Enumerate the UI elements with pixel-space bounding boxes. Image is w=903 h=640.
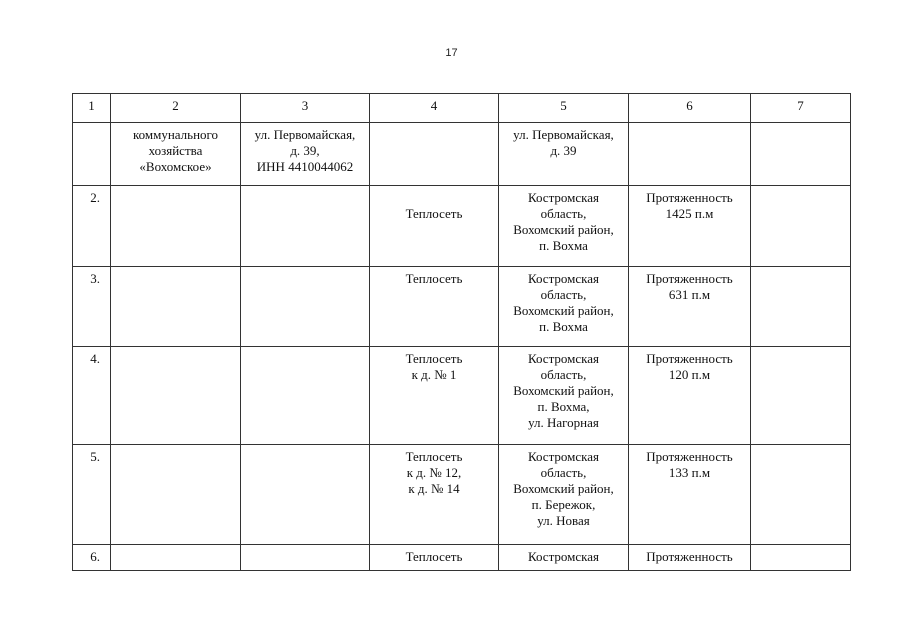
- organization-cell: [111, 123, 241, 186]
- cell-line: к д. № 1: [411, 367, 457, 382]
- location-cell: [499, 267, 629, 347]
- cell-line: д. 39,: [290, 143, 320, 158]
- object-cell: [370, 267, 499, 347]
- cell-line: Протяженность: [646, 190, 733, 205]
- cell-line: д. 39: [550, 143, 577, 158]
- location-cell: [499, 445, 629, 545]
- page-number: 17: [445, 47, 458, 59]
- cell-line: [373, 190, 495, 206]
- length-cell: [629, 545, 751, 571]
- row-number: 5.: [73, 445, 111, 545]
- row-number: [73, 123, 111, 186]
- cell-line: Теплосеть: [405, 271, 463, 286]
- cell-line: Вохомский район,: [513, 303, 614, 318]
- cell-line: Протяженность: [646, 351, 733, 366]
- cell-line: Теплосеть: [405, 351, 463, 366]
- length-cell: [629, 186, 751, 267]
- empty-cell: [751, 545, 851, 571]
- cell-line: п. Бережок,: [531, 497, 596, 512]
- cell-line: ул. Первомайская,: [254, 127, 356, 142]
- column-header: 1: [73, 94, 111, 123]
- table-row: [73, 445, 851, 545]
- length-cell: [629, 267, 751, 347]
- cell-line: 631 п.м: [668, 287, 711, 302]
- organization-cell: [111, 545, 241, 571]
- empty-cell: [751, 445, 851, 545]
- length-cell: [629, 123, 751, 186]
- organization-cell: [111, 267, 241, 347]
- cell-line: область,: [540, 287, 587, 302]
- cell-line: область,: [540, 367, 587, 382]
- organization-cell: [111, 347, 241, 445]
- empty-cell: [751, 186, 851, 267]
- row-number: 6.: [73, 545, 111, 571]
- cell-line: Вохомский район,: [513, 222, 614, 237]
- cell-line: к д. № 14: [408, 481, 460, 496]
- cell-line: Протяженность: [646, 449, 733, 464]
- column-header: 4: [370, 94, 499, 123]
- length-cell: [629, 347, 751, 445]
- cell-line: Костромская: [527, 351, 600, 366]
- cell-line: коммунального: [132, 127, 219, 142]
- cell-line: «Вохомское»: [139, 159, 212, 174]
- address-inn-cell: [241, 445, 370, 545]
- cell-line: ул. Первомайская,: [513, 127, 614, 142]
- cell-line: Теплосеть: [405, 449, 463, 464]
- object-cell: [370, 545, 499, 571]
- cell-line: ул. Нагорная: [528, 415, 599, 430]
- cell-line: Протяженность: [646, 271, 733, 286]
- cell-line: ул. Новая: [537, 513, 590, 528]
- address-inn-cell: [241, 267, 370, 347]
- table-row: [73, 545, 851, 571]
- column-header: 3: [241, 94, 370, 123]
- register-table: [72, 93, 851, 571]
- cell-line: область,: [540, 206, 587, 221]
- column-header: 7: [751, 94, 851, 123]
- row-number: 2.: [73, 186, 111, 267]
- location-cell: [499, 186, 629, 267]
- location-cell: [499, 545, 629, 571]
- object-cell: [370, 123, 499, 186]
- table-row: [73, 123, 851, 186]
- empty-cell: [751, 347, 851, 445]
- object-cell: [370, 186, 499, 267]
- cell-line: Теплосеть: [405, 206, 463, 221]
- empty-cell: [751, 267, 851, 347]
- organization-cell: [111, 445, 241, 545]
- row-number: 3.: [73, 267, 111, 347]
- cell-line: ИНН 4410044062: [256, 159, 354, 174]
- cell-line: Костромская: [527, 449, 600, 464]
- empty-cell: [751, 123, 851, 186]
- row-number: 4.: [73, 347, 111, 445]
- cell-line: п. Вохма,: [537, 399, 590, 414]
- object-cell: [370, 445, 499, 545]
- cell-line: Вохомский район,: [513, 383, 614, 398]
- address-inn-cell: [241, 347, 370, 445]
- cell-line: Вохомский район,: [513, 481, 614, 496]
- address-inn-cell: [241, 545, 370, 571]
- column-header: 2: [111, 94, 241, 123]
- cell-line: Костромская: [527, 549, 600, 564]
- cell-line: к д. № 12,: [406, 465, 462, 480]
- cell-line: Костромская: [527, 271, 600, 286]
- address-inn-cell: [241, 186, 370, 267]
- cell-line: хозяйства: [148, 143, 203, 158]
- table-row: [73, 347, 851, 445]
- address-inn-cell: [241, 123, 370, 186]
- cell-line: область,: [540, 465, 587, 480]
- cell-line: 133 п.м: [668, 465, 711, 480]
- cell-line: Костромская: [527, 190, 600, 205]
- organization-cell: [111, 186, 241, 267]
- cell-line: п. Вохма: [539, 319, 588, 334]
- cell-line: п. Вохма: [539, 238, 588, 253]
- length-cell: [629, 445, 751, 545]
- table-row: [73, 186, 851, 267]
- column-header: 6: [629, 94, 751, 123]
- cell-line: 1425 п.м: [665, 206, 714, 221]
- object-cell: [370, 347, 499, 445]
- column-header: 5: [499, 94, 629, 123]
- location-cell: [499, 123, 629, 186]
- cell-line: 120 п.м: [668, 367, 711, 382]
- cell-line: Теплосеть: [405, 549, 463, 564]
- table-row: [73, 267, 851, 347]
- cell-line: Протяженность: [646, 549, 733, 564]
- table-header-row: [73, 94, 851, 123]
- location-cell: [499, 347, 629, 445]
